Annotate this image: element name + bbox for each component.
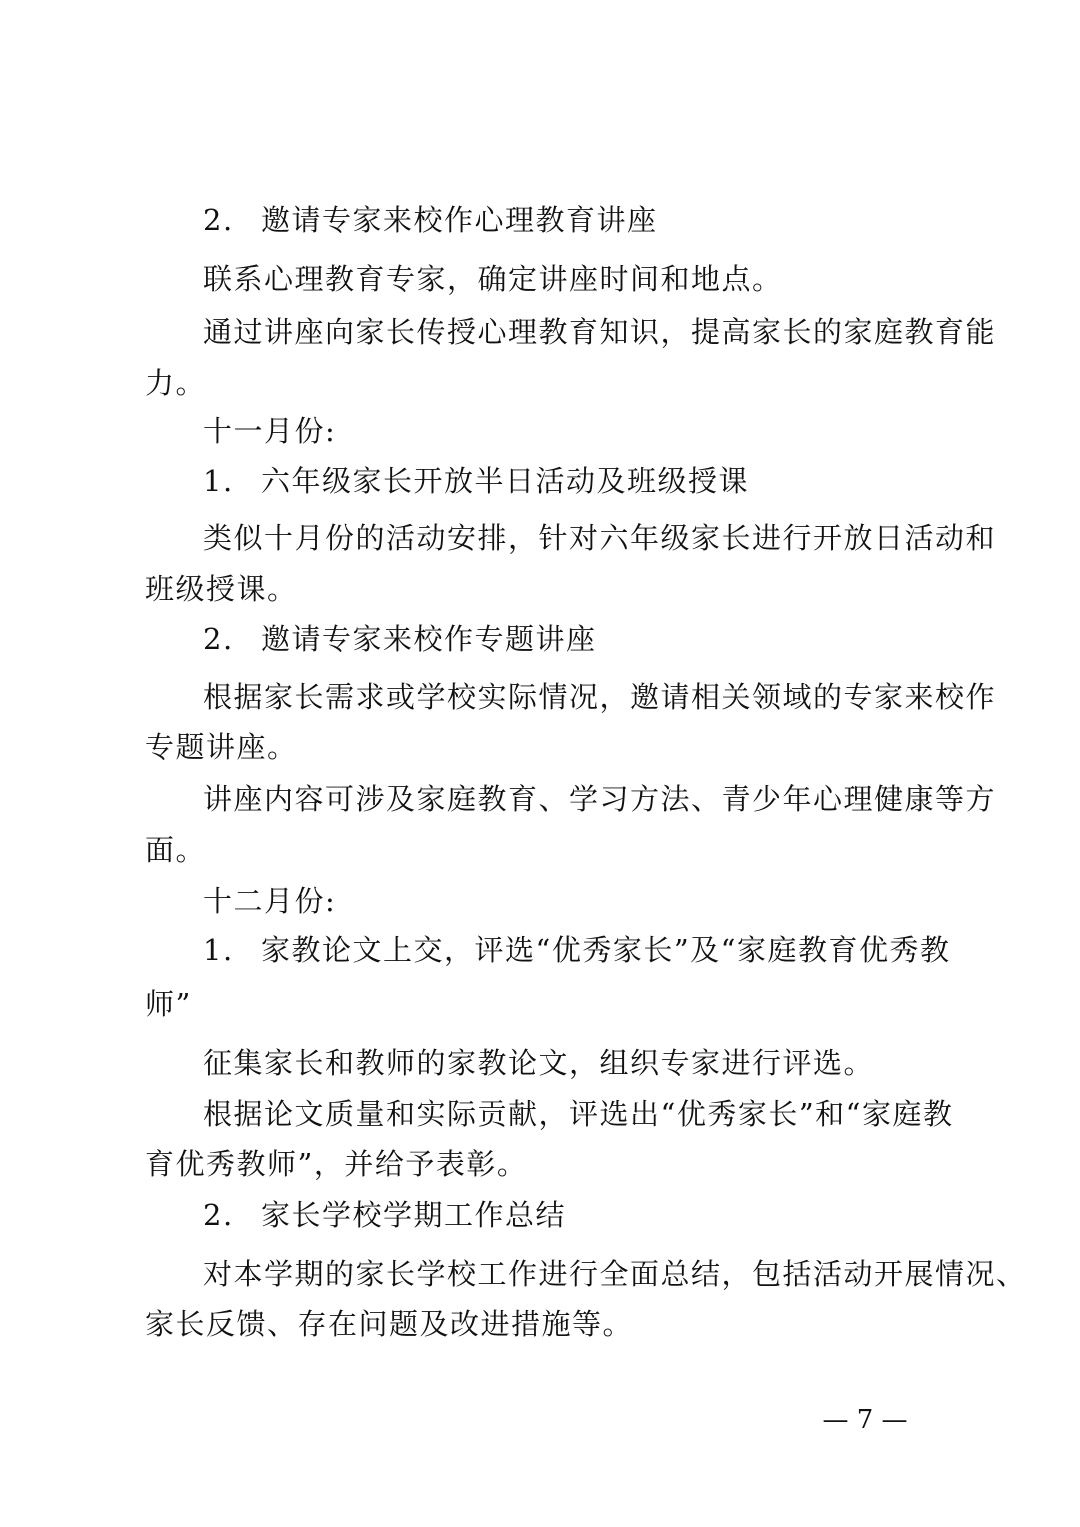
item-number: 1. [203,933,234,967]
item-heading-expert-psych-lecture [203,203,1013,237]
paragraph-line: 专题讲座。 [145,730,298,764]
item-title: 六年级家长开放半日活动及班级授课 [261,464,750,498]
paragraph-line: 师” [145,987,192,1021]
paragraph-line: 家长反馈、存在问题及改进措施等。 [145,1307,634,1341]
paragraph-line: 讲座内容可涉及家庭教育、学习方法、青少年心理健康等方 [203,782,997,816]
paragraph-line: 对本学期的家长学校工作进行全面总结，包括活动开展情况、 [203,1257,1027,1291]
paragraph-line: 类似十月份的活动安排，针对六年级家长进行开放日活动和 [203,521,997,555]
paragraph-line: 联系心理教育专家，确定讲座时间和地点。 [203,262,783,296]
paragraph-line: 力。 [145,366,207,400]
paragraph-line: 通过讲座向家长传授心理教育知识，提高家长的家庭教育能 [203,315,997,349]
paragraph-line: 征集家长和教师的家教论文，组织专家进行评选。 [203,1046,875,1080]
page-number: — 7 — [822,1405,908,1435]
item-heading-expert-topic-lecture [203,622,1013,656]
item-title: 邀请专家来校作心理教育讲座 [261,203,658,237]
item-title: 邀请专家来校作专题讲座 [261,622,597,656]
month-heading-november: 十一月份: [203,414,337,448]
item-title: 家教论文上交，评选“优秀家长”及“家庭教育优秀教 [261,933,951,967]
paragraph-line: 根据家长需求或学校实际情况，邀请相关领域的专家来校作 [203,680,997,714]
item-number: 2. [203,622,234,656]
paragraph-line: 育优秀教师”，并给予表彰。 [145,1147,528,1181]
paragraph-line: 根据论文质量和实际贡献，评选出“优秀家长”和“家庭教 [203,1097,954,1131]
item-heading-grade6-open-day [203,464,1013,498]
item-number: 1. [203,464,234,498]
month-heading-december: 十二月份: [203,884,337,918]
item-number: 2. [203,203,234,237]
item-number: 2. [203,1198,234,1232]
paragraph-line: 面。 [145,833,207,867]
item-heading-term-summary [203,1198,1013,1232]
paragraph-line: 班级授课。 [145,572,298,606]
item-title: 家长学校学期工作总结 [261,1198,567,1232]
item-heading-paper-selection [203,933,1013,967]
